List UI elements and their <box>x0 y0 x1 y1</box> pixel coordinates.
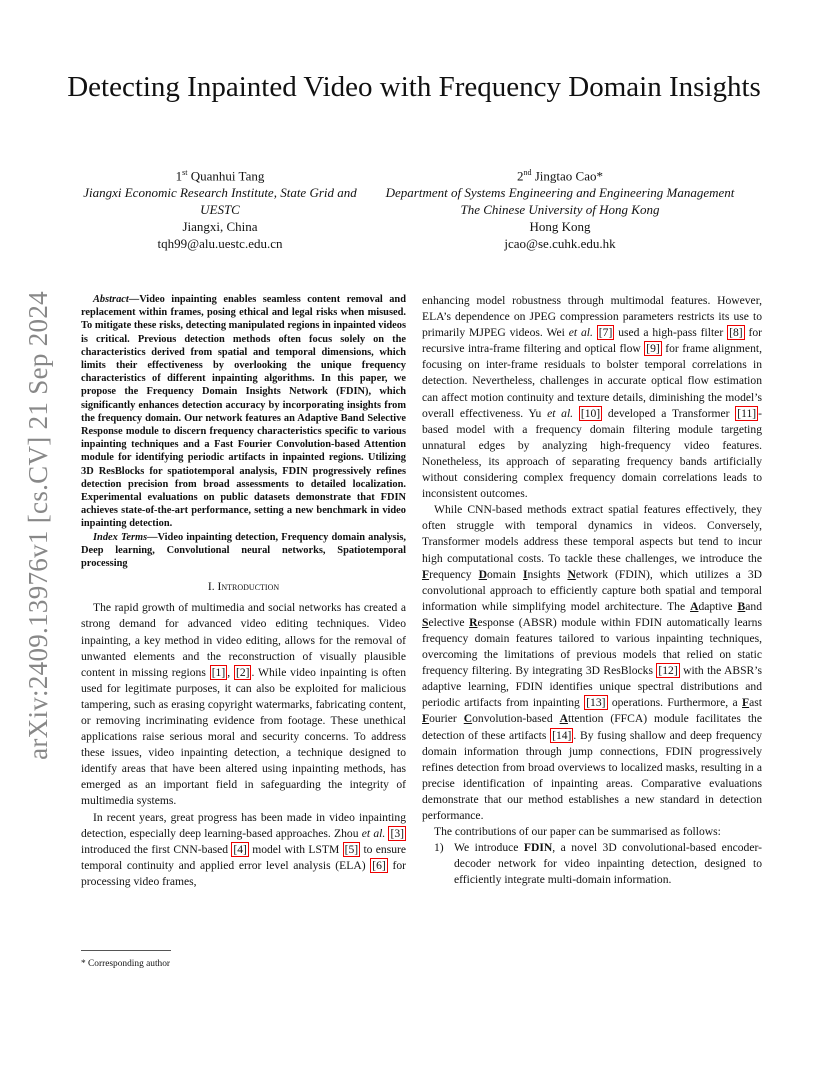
author-block-2 <box>360 164 760 252</box>
footnote-divider <box>81 950 171 951</box>
section-heading: I. Introduction <box>207 580 280 594</box>
paper-title: Detecting Inpainted Video with Frequency Domain Insights <box>67 71 761 103</box>
intro-paragraph-2: In recent years, great progress has been made in video inpainting detection, especially deep learning-based approaches. Zhou et al. [3] introduced the first CNN-based [4] model with LSTM [5] to ensure temporal continuity and applied error level analysis (ELA) [6] for processing video frames, <box>81 810 407 888</box>
author-name: 2nd Jingtao Cao* <box>517 168 603 184</box>
arxiv-watermark <box>18 290 58 760</box>
citation-link[interactable]: [1] <box>211 665 226 679</box>
citation-link[interactable]: [5] <box>344 842 359 856</box>
author-email: tqh99@alu.uestc.edu.cn <box>157 236 283 252</box>
citation-link[interactable]: [7] <box>598 326 613 340</box>
list-item: 1) We introduce FDIN, a novel 3D convolutional-based encoder-decoder network for video inpainting detection, designed to efficiently integrate multi-domain information. <box>434 841 762 887</box>
author-affiliation: Department of Systems Engineering and Engineering Management <box>385 185 735 201</box>
intro-paragraph-4: While CNN-based methods extract spatial features effectively, they often struggle with temporal dynamics in videos. Conversely, Transformer models address these temporal aspects but tend to incur high computational costs. To tackle these challenges, we introduce the Frequency Domain Insights Network (FDIN), which utilizes a 3D convolutional approach to efficiently capture both spatial and temporal information while simplifying model architecture. The Adaptive Band Selective Response (ABSR) module within FDIN automatically learns frequency domain features tailored to various inpainting techniques, overcoming the limitations of previous models that relied on static frequency filtering. By integrating 3D ResBlocks [12] with the ABSR’s adaptive learning, FDIN identifies unique spectral distributions and periodic artifacts from inpainting [13] operations. Furthermore, a Fast Fourier Convolution-based Attention (FFCA) module facilitates the detection of these artifacts [14] . By fusing shallow and deep frequency domain information through jump connections, FDIN progressively refines detection from broad overviews to localized masks, resulting in a precise identification of inpainting areas. Comparative evaluations demonstrate that our method establishes a new standard in detection performance. <box>422 503 763 822</box>
citation-link[interactable]: [11] <box>737 406 757 420</box>
abstract: Abstract—Video inpainting enables seamless content removal and replacement within frames, posing ethical and legal risks when misused. To mitigate these risks, detecting manipulated regions in inpainted videos is critical. Previous detection methods often focus solely on the characteristics derived from spatial and temporal dimensions, which limits their effectiveness by overlooking the unique frequency characteristics of different inpainting algorithms. In this paper, we propose the Frequency Domain Insights Network (FDIN), which significantly enhances detection accuracy by incorporating insights from the frequency domain. Our network features an Adaptive Band Selective Response module to discern frequency characteristics specific to various inpainting techniques and a Fast Fourier Convolution-based Attention module for identifying periodic artifacts in inpainted regions. Utilizing 3D ResBlocks for spatiotemporal analysis, FDIN progressively refines detection precision from broad assessments to detailed localization. Experimental evaluations on public datasets demonstrate that FDIN achieves state-of-the-art performance, setting a new benchmark in video inpainting detection. <box>81 294 406 530</box>
citation-link[interactable]: [2] <box>235 665 250 679</box>
citation-link[interactable]: [3] <box>390 826 405 840</box>
index-terms: Index Terms—Video inpainting detection, Frequency domain analysis, Deep learning, Convolutional neural networks, Spatiotemporal processing <box>81 531 406 570</box>
intro-paragraph-5: The contributions of our paper can be summarised as follows: <box>434 825 721 839</box>
intro-paragraph-3: enhancing model robustness through multimodal features. However, ELA’s dependence on JPEG compression parameters restricts its use to primarily MJPEG videos. Wei et al. [7] used a high-pass filter [8] for recursive intra-frame filtering and optical flow [9] for frame alignment, focusing on inter-frame residuals to bolster temporal correlations in detection. Nevertheless, challenges in accurate optical flow estimation can affect motion continuity and texture details, diminishing the model’s overall effectiveness. Yu et al. [10] developed a Transformer [11] -based model with a frequency domain filtering module targeting unnatural edges by analyzing high-frequency video features. Nonetheless, its approach of separating frequency bands artificially without considering complex frequency domain correlations leads to inconsistent outcomes. <box>422 294 763 501</box>
arxiv-id: arXiv:2409.13976v1 [cs.CV] 21 Sep 2024 <box>22 290 53 760</box>
contributions-list <box>422 840 762 888</box>
footnote: * Corresponding author <box>81 959 171 969</box>
citation-link[interactable]: [8] <box>729 326 743 340</box>
intro-paragraph-1: The rapid growth of multimedia and social networks has created a strong demand for advanced video editing techniques. Video inpainting, a key method in video editing, allows for the removal of unwanted elements and the reconstruction of visually plausible content in missing regions [1] , [2] . While video inpainting is often used for legitimate purposes, it can also be exploited for malicious tampering, such as erasing copyright watermarks, fabricating content, or removing incriminating evidence from footage. These unethical applications raise serious moral and security concerns. To address these issues, video inpainting detection, a technique designed to identify areas that have been altered using inpainting methods, has emerged as an important field in safeguarding the integrity of multimedia systems. <box>81 601 406 808</box>
author-location: Jiangxi, China <box>182 219 258 235</box>
citation-link[interactable]: [13] <box>586 696 606 710</box>
right-column <box>422 293 762 888</box>
left-column <box>81 293 406 890</box>
citation-link[interactable]: [4] <box>233 842 247 856</box>
author-block-1 <box>70 164 370 252</box>
author-location: Hong Kong <box>529 219 591 235</box>
author-email: jcao@se.cuhk.edu.hk <box>504 236 616 252</box>
citation-link[interactable]: [6] <box>372 858 386 872</box>
citation-link[interactable]: [12] <box>658 664 678 678</box>
author-affiliation: Jiangxi Economic Research Institute, State Grid and UESTC <box>83 185 357 218</box>
author-affiliation-2: The Chinese University of Hong Kong <box>460 202 660 218</box>
author-name: 1st Quanhui Tang <box>175 168 265 184</box>
citation-link[interactable]: [10] <box>580 406 601 420</box>
citation-link[interactable]: [14] <box>552 728 572 742</box>
citation-link[interactable]: [9] <box>646 342 660 356</box>
